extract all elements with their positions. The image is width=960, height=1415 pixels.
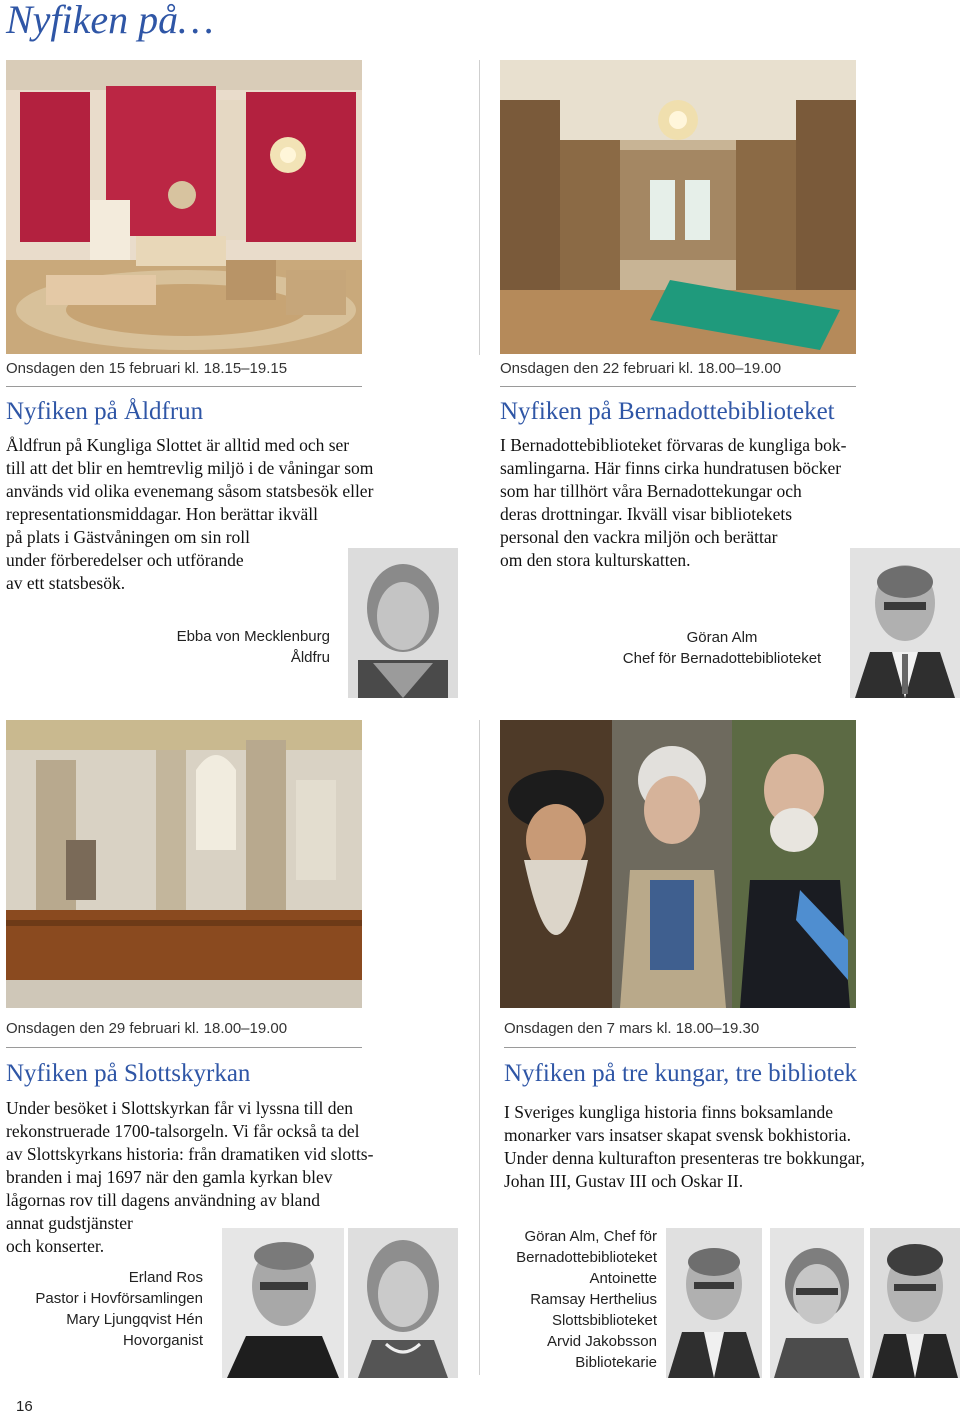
person-caption xyxy=(177,626,330,668)
body-line: Under denna kulturafton presenteras tre bokkungar, xyxy=(504,1148,865,1168)
person-role: Chef för Bernadottebiblioteket xyxy=(622,650,822,667)
body-line: lågornas rov till dagens användning av bland xyxy=(6,1190,320,1210)
person-name: Mary Ljungqvist Hén xyxy=(66,1311,203,1328)
event-date: Onsdagen den 22 februari kl. 18.00–19.00 xyxy=(500,360,782,377)
event-title: Nyfiken på Åldfrun xyxy=(6,398,204,425)
portrait-photo xyxy=(348,1228,458,1378)
event-description xyxy=(504,1101,865,1193)
event-description xyxy=(500,434,847,572)
portrait-photo xyxy=(850,548,960,698)
person-role: Pastor i Hovförsamlingen xyxy=(35,1290,203,1307)
portrait-photo xyxy=(348,548,458,698)
event-description xyxy=(6,434,373,595)
page-number: 16 xyxy=(16,1398,33,1415)
event-title: Nyfiken på tre kungar, tre bibliotek xyxy=(504,1060,858,1087)
body-line: personal den vackra miljön och berättar xyxy=(500,527,778,547)
person-name: Ebba von Mecklenburg xyxy=(176,628,330,645)
body-line: Åldfrun på Kungliga Slottet är alltid med och ser xyxy=(6,435,350,455)
person-caption xyxy=(516,1226,657,1373)
date-rule xyxy=(504,1047,856,1048)
person-name: Arvid Jakobsson xyxy=(546,1333,657,1350)
date-rule xyxy=(500,386,856,387)
body-line: deras drottningar. Ikväll visar bibliotekets xyxy=(500,504,793,524)
body-line: monarker vars insatser skapat svensk bokhistoria. xyxy=(504,1125,852,1145)
event-title: Nyfiken på Slottskyrkan xyxy=(6,1060,251,1087)
event-date: Onsdagen den 7 mars kl. 18.00–19.30 xyxy=(504,1020,760,1037)
person-name: Göran Alm, Chef för xyxy=(524,1228,657,1245)
body-line: I Bernadottebiblioteket förvaras de kungliga bok- xyxy=(500,435,847,455)
column-divider xyxy=(479,60,480,355)
body-line: på plats i Gästvåningen om sin roll xyxy=(6,527,250,547)
body-line: samlingarna. Här finns cirka hundratusen böcker xyxy=(500,458,842,478)
photo-three-kings xyxy=(500,720,856,1008)
body-line: representationsmiddagar. Hon berättar ikväll xyxy=(6,504,318,524)
body-line: av ett statsbesök. xyxy=(6,573,126,593)
body-line: används vid olika evenemang såsom statsbesök eller xyxy=(6,481,374,501)
person-caption xyxy=(35,1267,203,1351)
person-role: Bibliotekarie xyxy=(575,1354,657,1371)
body-line: Under besöket i Slottskyrkan får vi lyssna till den xyxy=(6,1098,354,1118)
person-role: Slottsbiblioteket xyxy=(551,1312,657,1329)
date-rule xyxy=(6,1047,362,1048)
portrait-photo xyxy=(770,1228,864,1378)
photo-aldfrun-room xyxy=(6,60,362,354)
photo-slottskyrkan xyxy=(6,720,362,1008)
photo-bernadotte-library xyxy=(500,60,856,354)
person-name: Antoinette xyxy=(589,1270,657,1287)
event-title: Nyfiken på Bernadottebiblioteket xyxy=(500,398,835,425)
column-divider xyxy=(479,720,480,1375)
portrait-photo xyxy=(870,1228,960,1378)
body-line: Johan III, Gustav III och Oskar II. xyxy=(504,1171,744,1191)
person-role: Bernadottebiblioteket xyxy=(516,1249,657,1266)
date-rule xyxy=(6,386,362,387)
body-line: som har tillhört våra Bernadottekungar och xyxy=(500,481,802,501)
person-name: Erland Ros xyxy=(128,1269,203,1286)
event-date: Onsdagen den 15 februari kl. 18.15–19.15 xyxy=(6,360,288,377)
body-line: om den stora kulturskatten. xyxy=(500,550,691,570)
person-role: Åldfru xyxy=(290,649,330,666)
body-line: av Slottskyrkans historia: från dramatiken vid slotts- xyxy=(6,1144,374,1164)
portrait-photo xyxy=(666,1228,762,1378)
person-name: Göran Alm xyxy=(686,629,758,646)
person-role: Hovorganist xyxy=(122,1332,203,1349)
event-date: Onsdagen den 29 februari kl. 18.00–19.00 xyxy=(6,1020,288,1037)
body-line: under förberedelser och utförande xyxy=(6,550,244,570)
page-title: Nyfiken på… xyxy=(6,0,214,42)
body-line: och konserter. xyxy=(6,1236,105,1256)
body-line: rekonstruerade 1700-talsorgeln. Vi får också ta del xyxy=(6,1121,360,1141)
portrait-photo xyxy=(222,1228,344,1378)
body-line: branden i maj 1697 när den gamla kyrkan blev xyxy=(6,1167,333,1187)
body-line: annat gudstjänster xyxy=(6,1213,133,1233)
body-line: I Sveriges kungliga historia finns boksamlande xyxy=(504,1102,834,1122)
body-line: till att det blir en hemtrevlig miljö i de våningar som xyxy=(6,458,374,478)
person-caption xyxy=(606,627,838,669)
person-name: Ramsay Herthelius xyxy=(530,1291,657,1308)
